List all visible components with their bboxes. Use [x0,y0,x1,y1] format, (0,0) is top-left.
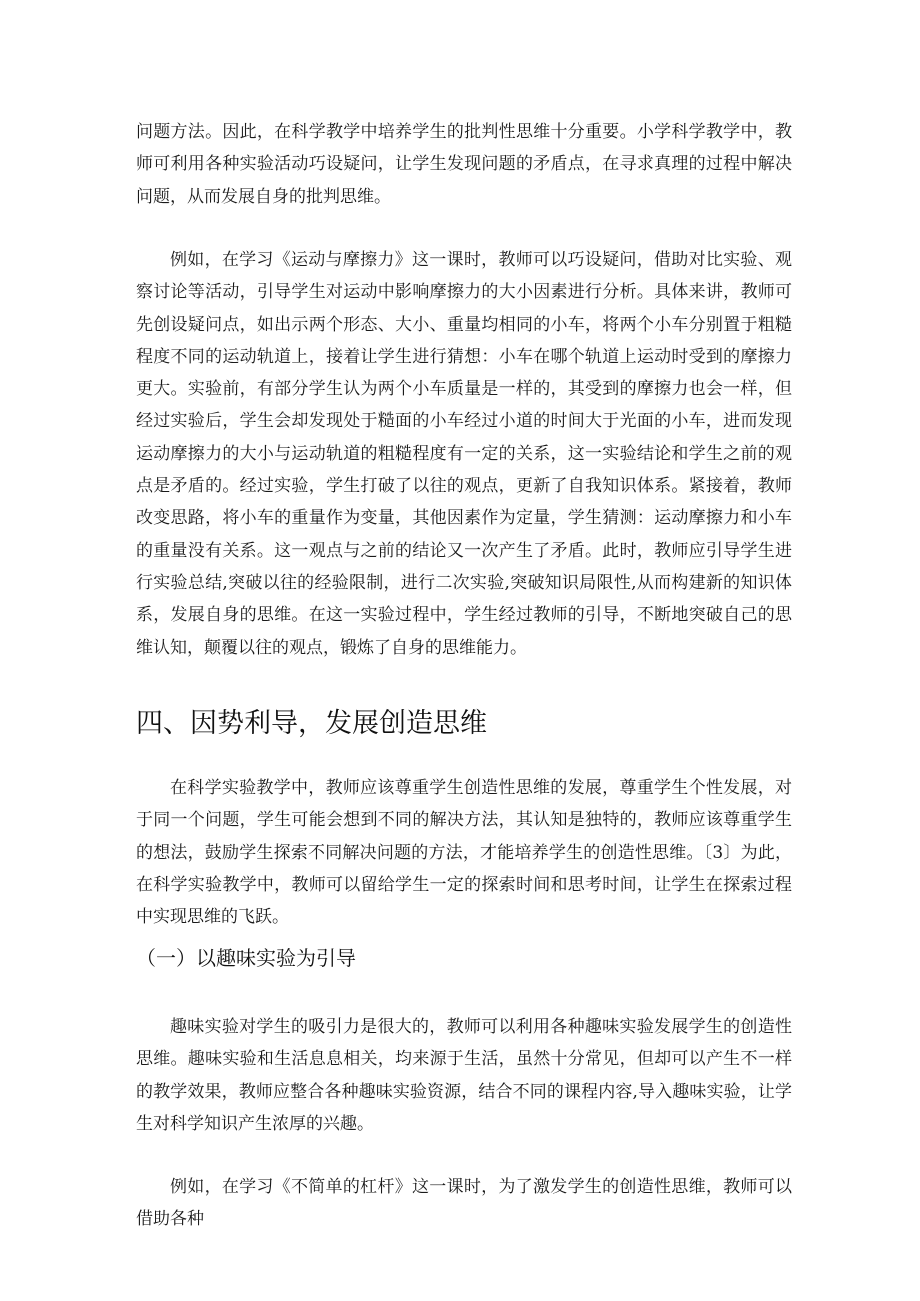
paragraph-fun-experiments: 趣味实验对学生的吸引力是很大的，教师可以利用各种趣味实验发展学生的创造性思维。趣味实验和生活息息相关，均来源于生活，虽然十分常见，但却可以产生不一样的教学效果，教师应整合各种趣味实验资源，结合不同的课程内容,导入趣味实验，让学生对科学知识产生浓厚的兴趣。 [136,1017,792,1134]
paragraph-critical-thinking-conclusion: 问题方法。因此，在科学教学中培养学生的批判性思维十分重要。小学科学教学中，教师可利用各种实验活动巧设疑问，让学生发现问题的矛盾点，在寻求真理的过程中解决问题，从而发展自身的批判思维。 [136,122,792,207]
section-heading: 四、因势利导，发展创造思维 [136,708,487,739]
paragraph-creative-thinking-intro: 在科学实验教学中，教师应该尊重学生创造性思维的发展，尊重学生个性发展，对于同一个问题，学生可能会想到不同的解决方法，其认知是独特的，教师应该尊重学生的想法，鼓励学生探索不同解决问题的方法，才能培养学生的创造性思维。〔3〕为此，在科学实验教学中，教师可以留给学生一定的探索时间和思考时间，让学生在探索过程中实现思维的飞跃。 [136,778,792,928]
paragraph-lever-example: 例如，在学习《不简单的杠杆》这一课时，为了激发学生的创造性思维，教师可以借助各种 [136,1177,792,1230]
subsection-heading: （一）以趣味实验为引导 [136,946,356,970]
paragraph-friction-example: 例如，在学习《运动与摩擦力》这一课时，教师可以巧设疑问，借助对比实验、观察讨论等活动，引导学生对运动中影响摩擦力的大小因素进行分析。具体来讲，教师可先创设疑问点，如出示两个形态、大小、重量均相同的小车，将两个小车分别置于粗糙程度不同的运动轨道上，接着让学生进行猜想：小车在哪个轨道上运动时受到的摩擦力更大。实验前，有部分学生认为两个小车质量是一样的，其受到的摩擦力也会一样，但经过实验后，学生会却发现处于糙面的小车经过小道的时间大于光面的小车，进而发现运动摩擦力的大小与运动轨道的粗糙程度有一定的关系，这一实验结论和学生之前的观点是矛盾的。经过实验，学生打破了以往的观点，更新了自我知识体系。紧接着，教师改变思路，将小车的重量作为变量，其他因素作为定量，学生猜测：运动摩擦力和小车的重量没有关系。这一观点与之前的结论又一次产生了矛盾。此时，教师应引导学生进行实验总结,突破以往的经验限制，进行二次实验,突破知识局限性,从而构建新的知识体系，发展自身的思维。在这一实验过程中，学生经过教师的引导，不断地突破自己的思维认知，颠覆以往的观点，锻炼了自身的思维能力。 [136,250,792,658]
